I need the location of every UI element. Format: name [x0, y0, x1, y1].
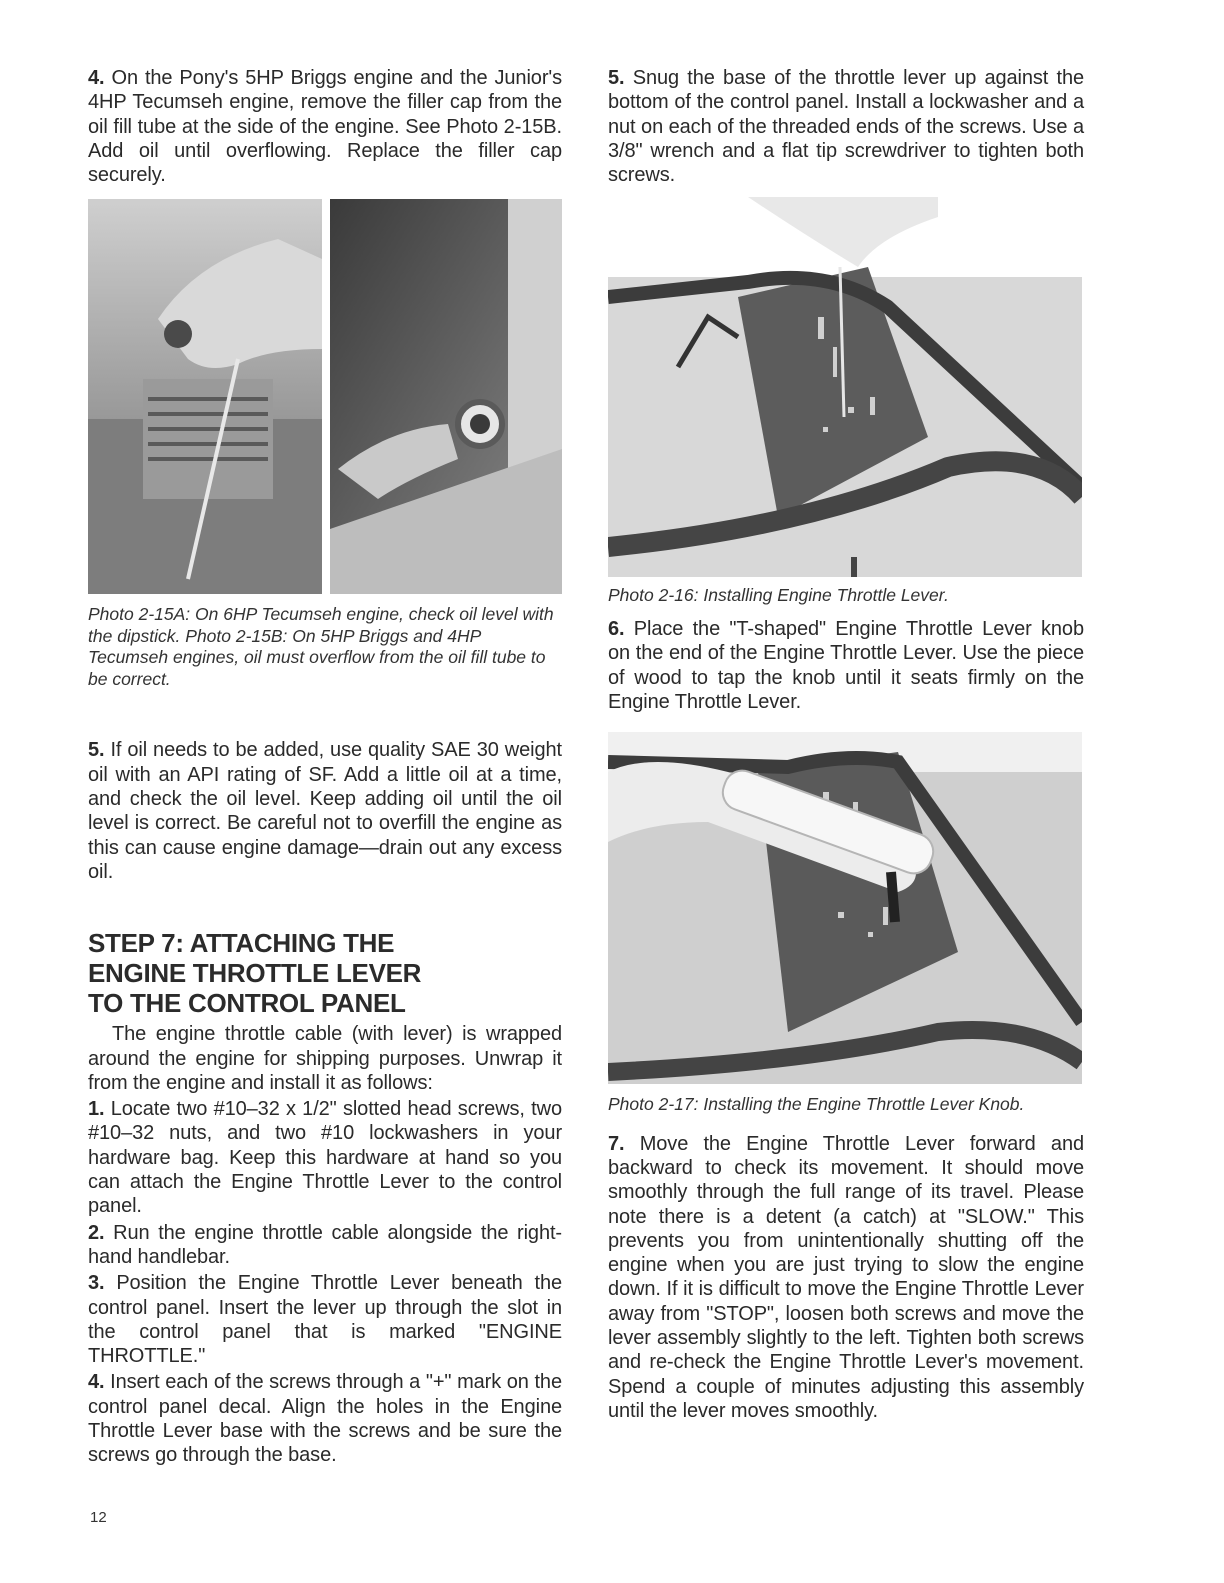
- item-text: Locate two #10–32 x 1/2" slotted head screws, two #10–32 nuts, and two #10 lockwashers in your hardware bag. Keep this hardware at hand so you can attach the Engine Throttle Lever to the control panel.: [88, 1098, 562, 1218]
- step5-snug-base-paragraph: [608, 66, 1084, 187]
- item-text: Position the Engine Throttle Lever beneath the control panel. Insert the lever up through the slot in the control panel that is marked "ENGINE THROTTLE.": [88, 1272, 562, 1368]
- photo-2-15-oil-check: [88, 199, 562, 594]
- step4-oil-fill-paragraph: [88, 66, 562, 187]
- item-number: 1.: [88, 1098, 105, 1121]
- step-number: 5.: [608, 67, 625, 89]
- list-item: [88, 1370, 562, 1467]
- photo-2-17-knob-install: [608, 732, 1082, 1084]
- list-item: [88, 1097, 562, 1218]
- step7-intro-paragraph: The engine throttle cable (with lever) is wrapped around the engine for shipping purposes. Unwrap it from the engine and install it as follows:: [88, 1023, 562, 1094]
- item-text: Insert each of the screws through a "+" mark on the control panel decal. Align the holes in the Engine Throttle Lever base with the screws and be sure the screws go through the base.: [88, 1371, 562, 1467]
- heading-line: TO THE CONTROL PANEL: [88, 988, 406, 1019]
- step6-knob-paragraph: [608, 617, 1084, 714]
- step-text: If oil needs to be added, use quality SAE 30 weight oil with an API rating of SF. Add a little oil at a time, and check the oil level. Keep adding oil until the oil level is correct. Be careful not to overfill the engine as this can cause engine damage—drain out any excess oil.: [88, 739, 562, 883]
- step7-check-movement-paragraph: [608, 1132, 1084, 1424]
- photo-2-17-caption: Photo 2-17: Installing the Engine Throttle Lever Knob.: [608, 1094, 1025, 1115]
- heading-line: STEP 7: ATTACHING THE: [88, 928, 395, 959]
- photo-2-16-throttle-lever: [608, 197, 1082, 577]
- item-number: 4.: [88, 1371, 105, 1394]
- heading-line: ENGINE THROTTLE LEVER: [88, 958, 422, 989]
- photo-2-17-illustration: [608, 732, 1082, 1084]
- step-number: 7.: [608, 1132, 625, 1155]
- item-number: 2.: [88, 1221, 105, 1244]
- step-number: 5.: [88, 739, 105, 762]
- photo-2-16-illustration: [608, 197, 1082, 577]
- photo-2-15-caption: Photo 2-15A: On 6HP Tecumseh engine, check oil level with the dipstick. Photo 2-15B: On 5HP Briggs and 4HP Tecumseh engines, oil must overflow from the oil fill tube to be correct.: [88, 604, 554, 689]
- page-number: 12: [90, 1509, 107, 1526]
- list-item: [88, 1221, 562, 1270]
- step-text: On the Pony's 5HP Briggs engine and the Junior's 4HP Tecumseh engine, remove the filler cap from the oil fill tube at the side of the engine. See Photo 2-15B. Add oil until overflowing. Replace the filler cap securely.: [88, 67, 563, 187]
- step5-add-oil-paragraph: [88, 738, 562, 884]
- photo-2-15-illustration: [88, 199, 562, 594]
- step-number: 4.: [88, 67, 105, 89]
- step-text: Snug the base of the throttle lever up against the bottom of the control panel. Install a lockwasher and a nut on each of the threaded ends of the screws. Use a 3/8" wrench and a flat tip screwdriver to tighten both screws.: [608, 67, 1084, 187]
- photo-2-16-caption: Photo 2-16: Installing Engine Throttle Lever.: [608, 585, 949, 606]
- step7-heading: [88, 928, 562, 1018]
- step-text: Place the "T-shaped" Engine Throttle Lever knob on the end of the Engine Throttle Lever. Use the piece of wood to tap the knob until it seats firmly on the Engine Throttle Lever.: [608, 617, 1084, 713]
- left-column: [88, 66, 562, 1468]
- list-item: [88, 1271, 562, 1368]
- item-number: 3.: [88, 1272, 105, 1295]
- item-text: Run the engine throttle cable alongside the right-hand handlebar.: [88, 1221, 562, 1268]
- right-column: [608, 66, 1084, 1423]
- step-number: 6.: [608, 617, 625, 640]
- step-text: Move the Engine Throttle Lever forward and backward to check its movement. It should move smoothly through the full range of its travel. Please note there is a detent (a catch) at "SLOW." This prevents you from unintentionally shutting off the engine when you are just trying to slow the engine down. If it is difficult to move the Engine Throttle Lever away from "STOP", loosen both screws and move the lever assembly slightly to the left. Tighten both screws and re-check the Engine Throttle Lever's movement. Spend a couple of minutes adjusting this assembly until the lever moves smoothly.: [608, 1132, 1084, 1422]
